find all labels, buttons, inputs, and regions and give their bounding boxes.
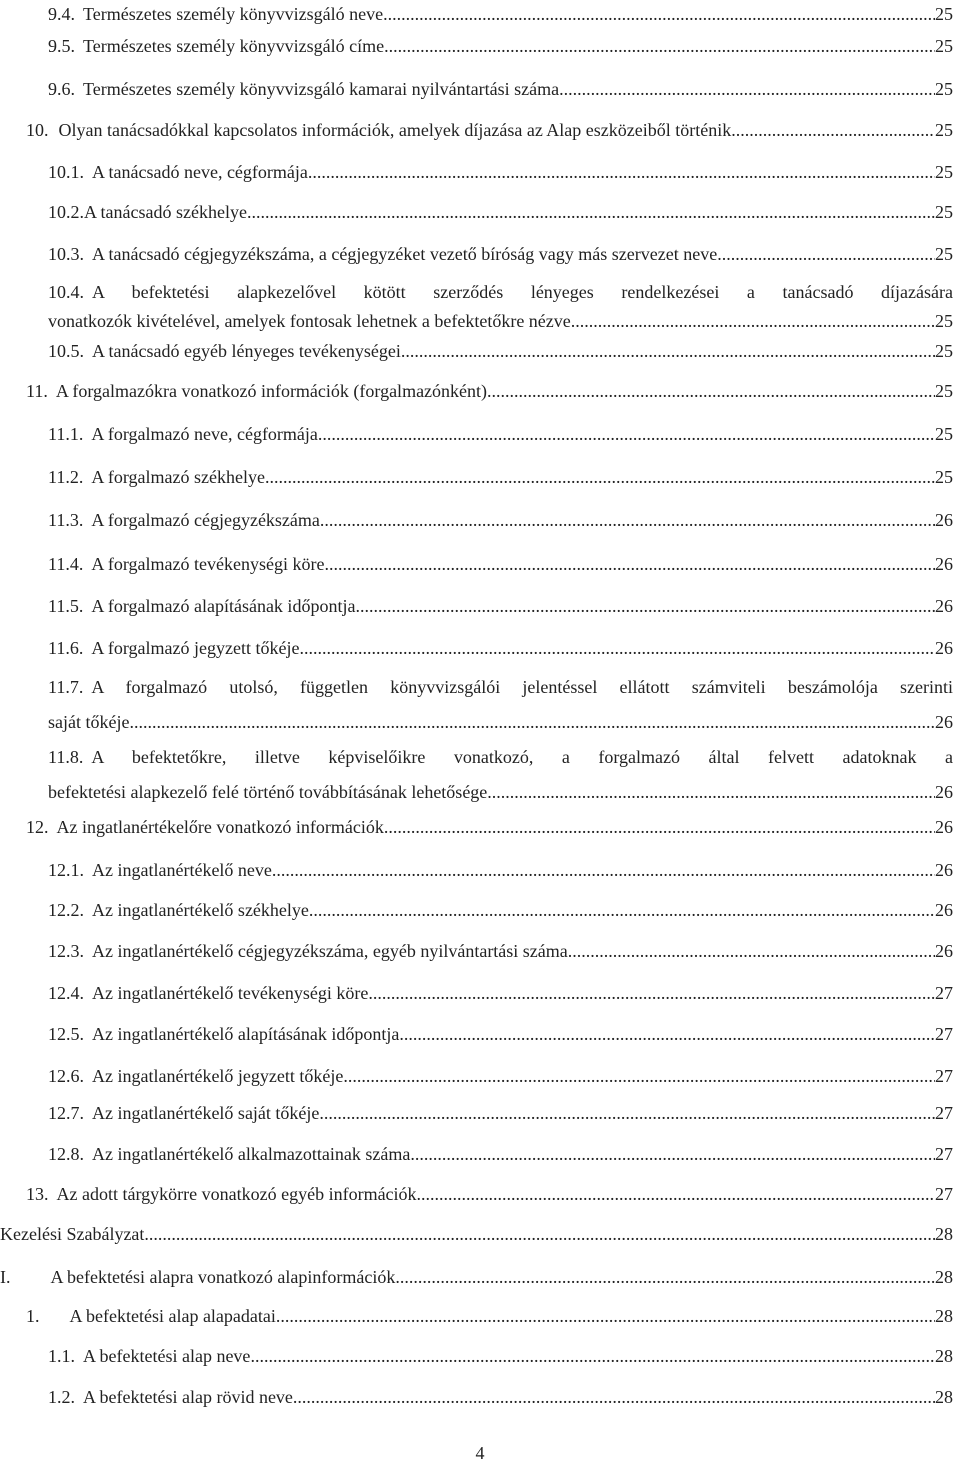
toc-entry-title: Az ingatlanértékelő tevékenységi köre <box>92 983 369 1003</box>
leader-dots <box>293 1383 935 1412</box>
toc-entry-number: 13. <box>26 1184 49 1204</box>
leader-dots <box>299 634 935 663</box>
toc-entry[interactable] <box>48 937 953 966</box>
toc-entry-line <box>48 673 953 702</box>
toc-entry[interactable] <box>26 1302 953 1331</box>
leader-dots <box>410 1140 935 1169</box>
toc-entry-title: A befektetési alapra vonatkozó alapinformációk <box>50 1267 396 1287</box>
toc-entry[interactable] <box>48 278 953 336</box>
toc-entry-line <box>48 778 953 807</box>
toc-entry-title-cont: vonatkozók kivételével, amelyek fontosak lehetnek a befektetőkre nézve <box>48 311 571 331</box>
toc-entry-number: 11.8. <box>48 747 84 767</box>
toc-entry-line <box>48 240 953 269</box>
toc-entry-page: 25 <box>935 120 953 140</box>
toc-entry-number: 12.2. <box>48 900 84 920</box>
toc-entry-number: 11.7. <box>48 677 84 697</box>
toc-entry[interactable] <box>48 1383 953 1412</box>
toc-entry-line <box>26 377 953 406</box>
leader-dots <box>383 0 935 29</box>
leader-dots <box>571 307 935 336</box>
toc-entry-page: 27 <box>935 1184 953 1204</box>
toc-entry-line <box>48 592 953 621</box>
toc-entry[interactable] <box>0 1220 953 1249</box>
toc-entry[interactable] <box>48 1099 953 1128</box>
leader-dots <box>265 463 935 492</box>
toc-entry-number: 10.2. <box>48 202 84 222</box>
toc-entry-title: Olyan tanácsadókkal kapcsolatos információk, amelyek díjazása az Alap eszközeiből történik <box>58 120 732 140</box>
leader-dots <box>319 1099 935 1128</box>
toc-entry[interactable] <box>48 592 953 621</box>
toc-entry-page: 25 <box>935 467 953 487</box>
toc-entry-title: A befektetési alap neve <box>83 1346 251 1366</box>
leader-dots <box>368 979 935 1008</box>
toc-entry-number: 10.4. <box>48 282 84 302</box>
toc-entry-number: 12.1. <box>48 860 84 880</box>
toc-entry-number: 12.5. <box>48 1024 84 1044</box>
toc-entry-title: Az ingatlanértékelő cégjegyzékszáma, egyéb nyilvántartási száma <box>92 941 568 961</box>
toc-entry[interactable] <box>48 0 953 29</box>
toc-entry-title: A tanácsadó egyéb lényeges tevékenységei <box>92 341 401 361</box>
toc-entry-line <box>48 506 953 535</box>
toc-entry-title: Az ingatlanértékelő székhelye <box>92 900 309 920</box>
toc-entry[interactable] <box>48 506 953 535</box>
toc-entry-line <box>48 1020 953 1049</box>
toc-entry-number: I. <box>0 1267 11 1287</box>
toc-entry-title: Természetes személy könyvvizsgáló kamarai nyilvántartási száma <box>83 79 560 99</box>
toc-entry[interactable] <box>48 743 953 807</box>
toc-entry-number: 10.1. <box>48 162 84 182</box>
toc-entry-title: Az ingatlanértékelőre vonatkozó információk <box>56 817 384 837</box>
toc-entry-title: A befektetési alap alapadatai <box>69 1306 276 1326</box>
toc-entry-page: 27 <box>935 1024 953 1044</box>
leader-dots <box>250 1342 935 1371</box>
toc-entry-title: Természetes személy könyvvizsgáló neve <box>83 4 384 24</box>
toc-entry-line <box>48 708 953 737</box>
toc-entry-line <box>48 32 953 61</box>
toc-entry-title: A forgalmazó székhelye <box>91 467 265 487</box>
toc-entry[interactable] <box>48 158 953 187</box>
toc-entry-title: A forgalmazó utolsó, független könyvvizsgálói jelentéssel ellátott számviteli beszámolója szerinti <box>91 677 953 697</box>
toc-entry-page: 25 <box>935 424 953 444</box>
toc-entry-line <box>48 896 953 925</box>
toc-entry-number: 11.6. <box>48 638 84 658</box>
toc-entry-page: 26 <box>935 510 953 530</box>
toc-entry[interactable] <box>48 673 953 737</box>
toc-entry-page: 25 <box>935 244 953 264</box>
toc-entry-line <box>48 463 953 492</box>
toc-entry-title: Kezelési Szabályzat <box>0 1224 145 1244</box>
toc-entry-number: 1. <box>26 1306 40 1326</box>
toc-entry[interactable] <box>26 377 953 406</box>
toc-entry-number: 12.3. <box>48 941 84 961</box>
toc-entry-line <box>48 979 953 1008</box>
toc-entry-line <box>48 1342 953 1371</box>
toc-entry-line <box>48 856 953 885</box>
toc-entry-title: A forgalmazó cégjegyzékszáma <box>91 510 320 530</box>
toc-entry-page: 25 <box>935 381 953 401</box>
toc-entry[interactable] <box>48 1140 953 1169</box>
toc-entry-line <box>48 0 953 29</box>
leader-dots <box>272 856 935 885</box>
toc-entry-title-cont: saját tőkéje <box>48 712 130 732</box>
toc-entry-line <box>48 1062 953 1091</box>
toc-entry[interactable] <box>48 32 953 61</box>
toc-entry-number: 1.2. <box>48 1387 75 1407</box>
leader-dots <box>384 813 935 842</box>
toc-entry-title-cont: befektetési alapkezelő felé történő továbbításának lehetősége <box>48 782 488 802</box>
toc-entry-page: 25 <box>935 162 953 182</box>
toc-entry-page: 25 <box>935 311 953 331</box>
leader-dots <box>417 1180 935 1209</box>
leader-dots <box>320 506 935 535</box>
toc-entry-line <box>0 1263 953 1292</box>
leader-dots <box>487 778 935 807</box>
toc-entry-page: 25 <box>935 202 953 222</box>
toc-entry-title: Az ingatlanértékelő neve <box>92 860 272 880</box>
toc-entry-page: 27 <box>935 1103 953 1123</box>
toc-entry-number: 11.2. <box>48 467 84 487</box>
toc-entry-page: 27 <box>935 983 953 1003</box>
toc-entry-line <box>48 1383 953 1412</box>
toc-entry[interactable] <box>26 116 953 145</box>
toc-entry-line <box>26 1180 953 1209</box>
toc-entry[interactable] <box>26 813 953 842</box>
toc-entry-title: A forgalmazókra vonatkozó információk (forgalmazónként) <box>55 381 488 401</box>
toc-entry-title: A befektetőkre, illetve képviselőikre vonatkozó, a forgalmazó által felvett adatoknak a <box>91 747 953 767</box>
toc-entry-line <box>48 937 953 966</box>
toc-entry[interactable] <box>48 896 953 925</box>
leader-dots <box>309 896 935 925</box>
leader-dots <box>276 1302 935 1331</box>
toc-entry-title: A forgalmazó neve, cégformája <box>91 424 318 444</box>
toc-entry[interactable] <box>48 634 953 663</box>
toc-entry-line <box>48 278 953 307</box>
toc-entry-number: 10.3. <box>48 244 84 264</box>
toc-entry-line <box>48 158 953 187</box>
leader-dots <box>401 337 935 366</box>
toc-entry[interactable] <box>48 240 953 269</box>
toc-entry-title: A tanácsadó cégjegyzékszáma, a cégjegyzéket vezető bíróság vagy más szervezet neve <box>92 244 718 264</box>
toc-entry-number: 12.7. <box>48 1103 84 1123</box>
toc-entry-line <box>48 1099 953 1128</box>
toc-entry-title: Az ingatlanértékelő jegyzett tőkéje <box>92 1066 344 1086</box>
toc-entry-line <box>26 1302 953 1331</box>
toc-entry-title: A forgalmazó jegyzett tőkéje <box>91 638 300 658</box>
toc-entry-line <box>48 550 953 579</box>
toc-entry-page: 28 <box>935 1306 953 1326</box>
toc-entry[interactable] <box>48 1342 953 1371</box>
toc-entry-title: Az adott tárgykörre vonatkozó egyéb információk <box>56 1184 417 1204</box>
toc-entry-number: 9.6. <box>48 79 75 99</box>
toc-entry-page: 27 <box>935 1066 953 1086</box>
leader-dots <box>144 1220 935 1249</box>
leader-dots <box>731 116 935 145</box>
leader-dots <box>355 592 935 621</box>
toc-entry-page: 26 <box>935 596 953 616</box>
toc-entry-number: 10. <box>26 120 49 140</box>
toc-entry-title: A tanácsadó székhelye <box>84 202 247 222</box>
toc-entry-title: Természetes személy könyvvizsgáló címe <box>83 36 385 56</box>
leader-dots <box>324 550 935 579</box>
toc-entry-number: 11.5. <box>48 596 84 616</box>
toc-entry-line <box>26 116 953 145</box>
toc-entry-page: 25 <box>935 79 953 99</box>
toc-entry-page: 26 <box>935 712 953 732</box>
toc-entry[interactable] <box>48 198 953 227</box>
toc-entry-line <box>48 634 953 663</box>
toc-entry-number: 11.3. <box>48 510 84 530</box>
toc-entry[interactable] <box>48 550 953 579</box>
toc-entry-line <box>0 1220 953 1249</box>
toc-entry[interactable] <box>48 420 953 449</box>
toc-entry-line <box>48 1140 953 1169</box>
toc-entry-number: 12.4. <box>48 983 84 1003</box>
toc-entry-line <box>48 198 953 227</box>
toc-entry-number: 9.4. <box>48 4 75 24</box>
toc-entry[interactable] <box>48 337 953 366</box>
toc-entry[interactable] <box>48 979 953 1008</box>
toc-entry[interactable] <box>48 856 953 885</box>
toc-entry-page: 27 <box>935 1144 953 1164</box>
leader-dots <box>395 1263 935 1292</box>
leader-dots <box>318 420 935 449</box>
toc-entry-page: 26 <box>935 638 953 658</box>
toc-entry-number: 12.6. <box>48 1066 84 1086</box>
toc-entry-page: 26 <box>935 817 953 837</box>
leader-dots <box>568 937 935 966</box>
toc-entry-title: A tanácsadó neve, cégformája <box>92 162 308 182</box>
leader-dots <box>399 1020 935 1049</box>
toc-entry-page: 28 <box>935 1346 953 1366</box>
toc-entry-title: A befektetési alap rövid neve <box>83 1387 293 1407</box>
toc-entry-line <box>48 420 953 449</box>
toc-entry-page: 25 <box>935 341 953 361</box>
toc-entry-number: 1.1. <box>48 1346 75 1366</box>
toc-entry-title: Az ingatlanértékelő alapításának időpontja <box>92 1024 400 1044</box>
toc-entry-page: 26 <box>935 900 953 920</box>
toc-entry[interactable] <box>48 1062 953 1091</box>
leader-dots <box>308 158 935 187</box>
toc-entry-page: 28 <box>935 1267 953 1287</box>
page-number: 4 <box>475 1443 485 1463</box>
toc-entry-line <box>48 307 953 336</box>
toc-entry-number: 11.1. <box>48 424 84 444</box>
toc-entry-number: 11.4. <box>48 554 84 574</box>
toc-entry-line <box>48 743 953 772</box>
leader-dots <box>487 377 935 406</box>
toc-entry-title: A forgalmazó alapításának időpontja <box>91 596 356 616</box>
toc-entry-number: 12.8. <box>48 1144 84 1164</box>
leader-dots <box>559 75 935 104</box>
toc-entry[interactable] <box>0 1263 953 1292</box>
leader-dots <box>247 198 935 227</box>
toc-entry-line <box>26 813 953 842</box>
toc-entry[interactable] <box>48 75 953 104</box>
toc-entry-title: Az ingatlanértékelő alkalmazottainak száma <box>92 1144 411 1164</box>
toc-entry-page: 28 <box>935 1224 953 1244</box>
toc-entry-title: Az ingatlanértékelő saját tőkéje <box>92 1103 320 1123</box>
toc-entry[interactable] <box>48 1020 953 1049</box>
toc-entry-line <box>48 75 953 104</box>
toc-entry-page: 26 <box>935 782 953 802</box>
toc-entry-line <box>48 337 953 366</box>
leader-dots <box>343 1062 935 1091</box>
toc-entry-number: 12. <box>26 817 49 837</box>
toc-entry-page: 25 <box>935 36 953 56</box>
toc-entry-page: 26 <box>935 860 953 880</box>
toc-entry-page: 28 <box>935 1387 953 1407</box>
toc-entry-number: 10.5. <box>48 341 84 361</box>
leader-dots <box>384 32 935 61</box>
toc-entry-page: 25 <box>935 4 953 24</box>
toc-entry[interactable] <box>26 1180 953 1209</box>
toc-entry-title: A befektetési alapkezelővel kötött szerződés lényeges rendelkezései a tanácsadó díjazására <box>92 282 953 302</box>
toc-entry-title: A forgalmazó tevékenységi köre <box>91 554 325 574</box>
toc-entry-page: 26 <box>935 554 953 574</box>
leader-dots <box>129 708 935 737</box>
toc-entry-number: 11. <box>26 381 48 401</box>
toc-entry-page: 26 <box>935 941 953 961</box>
leader-dots <box>717 240 935 269</box>
toc-entry[interactable] <box>48 463 953 492</box>
toc-entry-number: 9.5. <box>48 36 75 56</box>
